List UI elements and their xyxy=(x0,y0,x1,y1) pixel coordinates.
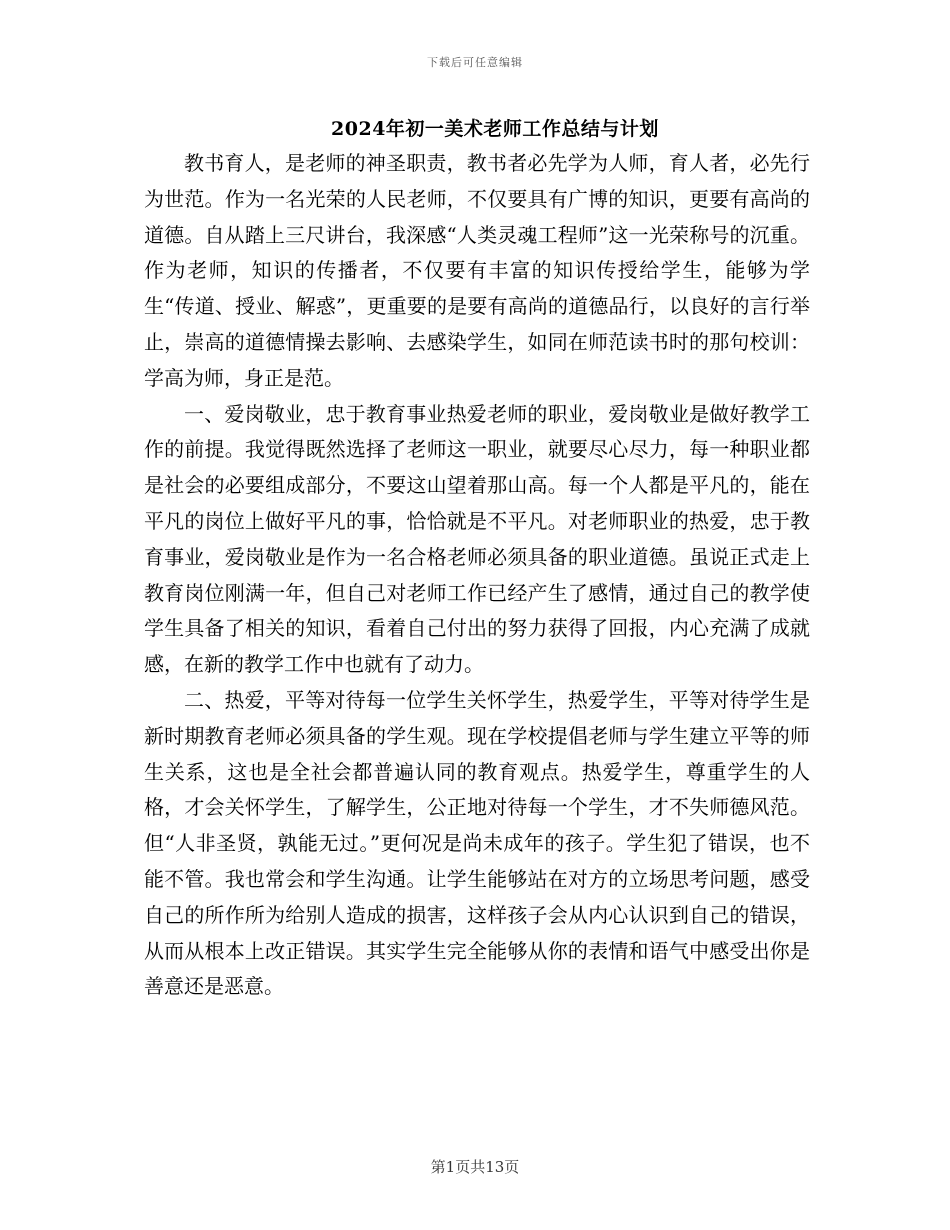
paragraph-section-2: 二、热爱，平等对待每一位学生关怀学生，热爱学生，平等对待学生是新时期教育老师必须具备的学生观。现在学校提倡老师与学生建立平等的师生关系，这也是全社会都普遍认同的教育观点。热爱学生，尊重学生的人格，才会关怀学生，了解学生，公正地对待每一个学生，才不失师德风范。但“人非圣贤，孰能无过。”更何况是尚未成年的孩子。学生犯了错误，也不能不管。我也常会和学生沟通。让学生能够站在对方的立场思考问题，感受自己的所作所为给别人造成的损害，这样孩子会从内心认识到自己的错误，从而从根本上改正错误。其实学生完全能够从你的表情和语气中感受出你是善意还是恶意。 xyxy=(144,687,810,999)
document-body xyxy=(144,146,810,1005)
paragraph-intro: 教书育人，是老师的神圣职责，教书者必先学为人师，育人者，必先行为世范。作为一名光荣的人民老师，不仅要具有广博的知识，更要有高尚的道德。自从踏上三尺讲台，我深感“人类灵魂工程师”这一光荣称号的沉重。作为老师，知识的传播者，不仅要有丰富的知识传授给学生，能够为学生“传道、授业、解惑”，更重要的是要有高尚的道德品行，以良好的言行举止，崇高的道德情操去影响、去感染学生，如同在师范读书时的那句校训：学高为师，身正是范。 xyxy=(144,151,810,390)
paragraph-section-1: 一、爱岗敬业，忠于教育事业热爱老师的职业，爱岗敬业是做好教学工作的前提。我觉得既然选择了老师这一职业，就要尽心尽力，每一种职业都是社会的必要组成部分，不要这山望着那山高。每一个人都是平凡的，能在平凡的岗位上做好平凡的事，恰恰就是不平凡。对老师职业的热爱，忠于教育事业，爱岗敬业是作为一名合格老师必须具备的职业道德。虽说正式走上教育岗位刚满一年，但自己对老师工作已经产生了感情，通过自己的教学使学生具备了相关的知识，看着自己付出的努力获得了回报，内心充满了成就感，在新的教学工作中也就有了动力。 xyxy=(144,401,810,677)
page-number: 第1页共13页 xyxy=(430,1158,520,1176)
page-header-note: 下载后可任意编辑 xyxy=(427,56,523,69)
document-title: 2024年初一美术老师工作总结与计划 xyxy=(331,118,659,140)
